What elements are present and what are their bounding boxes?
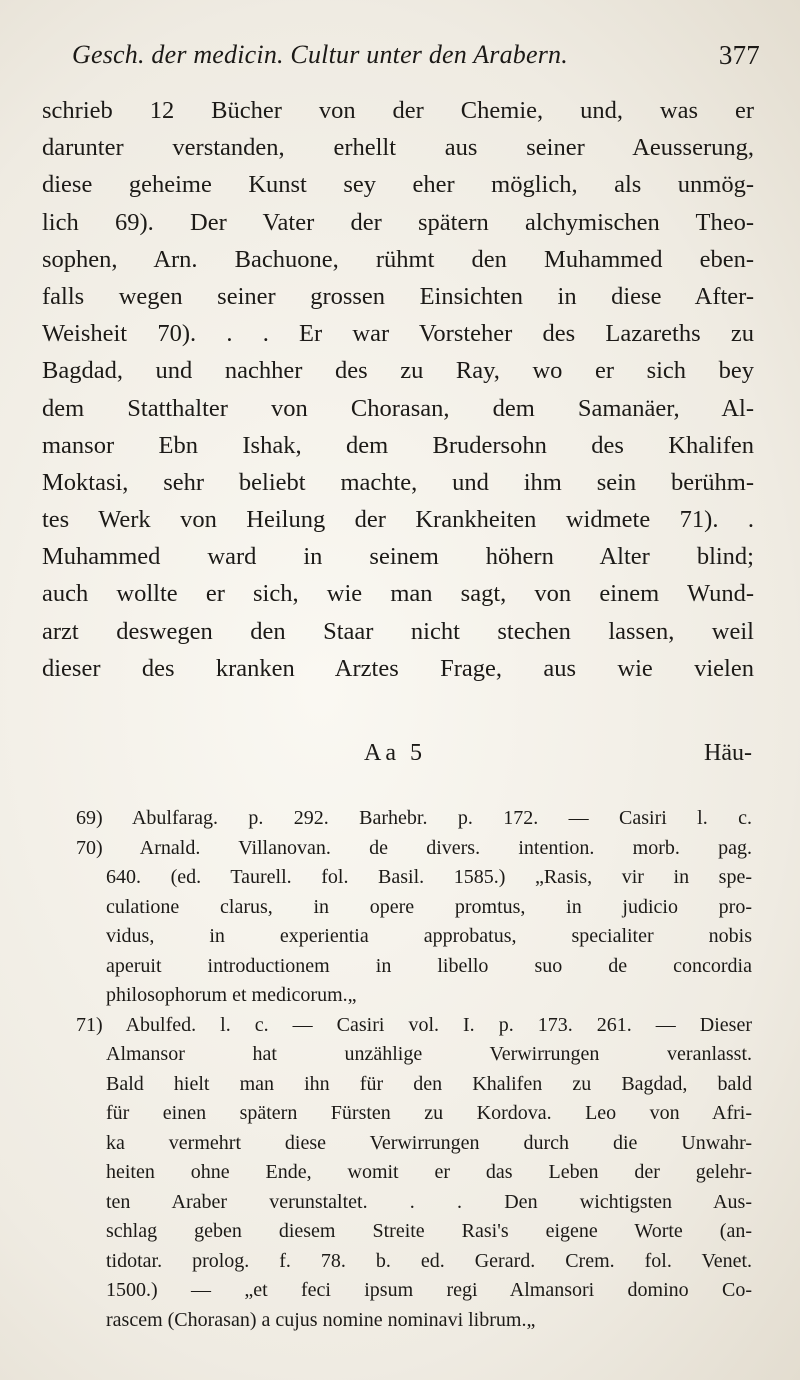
body-line: Weisheit 70). . . Er war Vorsteher des Lazareths zu	[42, 320, 754, 348]
body-line: arzt deswegen den Staar nicht stechen lassen, weil	[42, 617, 754, 645]
body-line: sophen, Arn. Bachuone, rühmt den Muhammed eben-	[42, 245, 754, 273]
footnote-line: Bald hielt man ihn für den Khalifen zu Bagdad, bald	[106, 1072, 752, 1095]
signature-mark: Aa 5	[364, 740, 426, 766]
body-line: dieser des kranken Arztes Frage, aus wie vielen	[42, 654, 754, 682]
footnote-line: für einen spätern Fürsten zu Kordova. Leo von Afri-	[106, 1102, 752, 1124]
footnote-line: culatione clarus, in opere promtus, in judicio pro-	[106, 895, 752, 918]
footnote-line: 71) Abulfed. l. c. — Casiri vol. I. p. 173. 261. — Dieser	[76, 1013, 752, 1036]
body-line: auch wollte er sich, wie man sagt, von einem Wund-	[42, 580, 754, 608]
footnote-line: ka vermehrt diese Verwirrungen durch die Unwahr-	[106, 1131, 752, 1154]
footnote-line: heiten ohne Ende, womit er das Leben der gelehr-	[106, 1161, 752, 1183]
footnote-line: aperuit introductionem in libello suo de concordia	[106, 954, 752, 977]
page-header	[52, 40, 760, 80]
footnote-line: 70) Arnald. Villanovan. de divers. intention. morb. pag.	[76, 836, 752, 859]
footnote-line: vidus, in experientia approbatus, specialiter nobis	[106, 925, 752, 947]
body-line: falls wegen seiner grossen Einsichten in diese After-	[42, 282, 754, 310]
body-line: schrieb 12 Bücher von der Chemie, und, was er	[42, 97, 754, 124]
body-line: dem Statthalter von Chorasan, dem Samanäer, Al-	[42, 394, 754, 422]
footnote-line: 1500.) — „et feci ipsum regi Almansori domino Co-	[106, 1279, 752, 1301]
body-line: tes Werk von Heilung der Krankheiten widmete 71). .	[42, 506, 754, 534]
catchword: Häu-	[704, 740, 752, 766]
footnote-line: 640. (ed. Taurell. fol. Basil. 1585.) „Rasis, vir in spe-	[106, 866, 752, 888]
body-line: Moktasi, sehr beliebt machte, und ihm sein berühm-	[42, 468, 754, 496]
body-line: Muhammed ward in seinem höhern Alter blind;	[42, 543, 754, 571]
body-line: lich 69). Der Vater der spätern alchymischen Theo-	[42, 208, 754, 236]
footnote-line: 69) Abulfarag. p. 292. Barhebr. p. 172. — Casiri l. c.	[76, 807, 752, 829]
running-title: Gesch. der medicin. Cultur unter den Arabern.	[72, 40, 568, 69]
footnote-line: ten Araber verunstaltet. . . Den wichtigsten Aus-	[106, 1190, 752, 1213]
footnote-line: philosophorum et medicorum.„	[106, 984, 357, 1006]
body-line: Bagdad, und nachher des zu Ray, wo er sich bey	[42, 357, 754, 385]
body-line: darunter verstanden, erhellt aus seiner Aeusserung,	[42, 134, 754, 162]
body-line: diese geheime Kunst sey eher möglich, als unmög-	[42, 171, 754, 199]
body-text	[42, 92, 754, 687]
body-line: mansor Ebn Ishak, dem Brudersohn des Khalifen	[42, 431, 754, 459]
footnote-line: Almansor hat unzählige Verwirrungen veranlasst.	[106, 1043, 752, 1065]
catch-line	[42, 740, 752, 774]
footnote-line: rascem (Chorasan) a cujus nomine nominavi librum.„	[106, 1308, 536, 1331]
page-number: 377	[718, 40, 760, 70]
footnote-line: tidotar. prolog. f. 78. b. ed. Gerard. Crem. fol. Venet.	[106, 1249, 752, 1272]
footnote-line: schlag geben diesem Streite Rasi's eigene Worte (an-	[106, 1220, 752, 1242]
footnotes	[76, 804, 752, 1335]
